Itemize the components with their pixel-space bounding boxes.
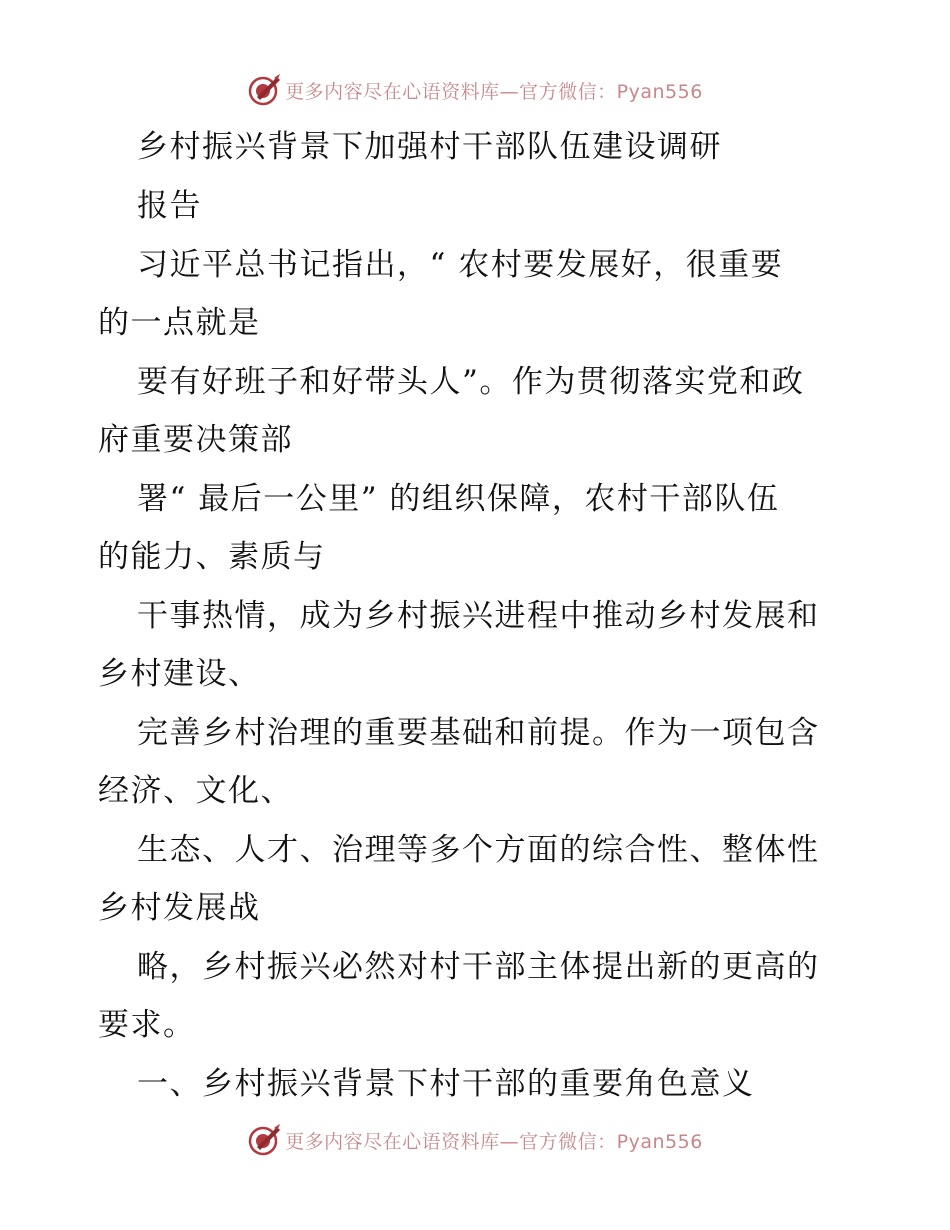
quill-pen-logo-icon: [247, 73, 281, 107]
paragraph-line: 干事热情，成为乡村振兴进程中推动乡村发展和: [137, 598, 820, 634]
paragraph-line: 生态、人才、治理等多个方面的综合性、整体性: [137, 832, 820, 868]
section-heading: 一、乡村振兴背景下村干部的重要角色意义: [137, 1066, 755, 1102]
paragraph-line: 经济、文化、: [98, 773, 293, 809]
document-title-line-2: 报告: [137, 188, 202, 224]
paragraph-line: 要有好班子和好带头人”。作为贯彻落实党和政: [137, 364, 805, 400]
paragraph-line: 乡村建设、: [98, 656, 261, 692]
paragraph-line: 完善乡村治理的重要基础和前提。作为一项包含: [137, 715, 820, 751]
header-brand-text: 更多内容尽在心语资料库—官方微信：Pyan556: [285, 80, 703, 103]
paragraph-line: 的一点就是: [98, 305, 261, 341]
document-title-line-1: 乡村振兴背景下加强村干部队伍建设调研: [137, 129, 722, 165]
paragraph-line: 府重要决策部: [98, 422, 293, 458]
paragraph-line: 习近平总书记指出，“ 农村要发展好，很重要: [137, 247, 784, 283]
paragraph-line: 略，乡村振兴必然对村干部主体提出新的更高的: [137, 949, 820, 985]
paragraph-line: 署“ 最后一公里” 的组织保障，农村干部队伍: [137, 481, 780, 517]
quill-pen-logo-icon: [247, 1123, 281, 1157]
paragraph-line: 的能力、素质与: [98, 539, 326, 575]
header-brand-bar: [0, 70, 950, 110]
footer-brand-text: 更多内容尽在心语资料库—官方微信：Pyan556: [285, 1130, 703, 1153]
paragraph-line: 要求。: [98, 1007, 196, 1043]
footer-brand-bar: [0, 1120, 950, 1160]
paragraph-line: 乡村发展战: [98, 890, 261, 926]
